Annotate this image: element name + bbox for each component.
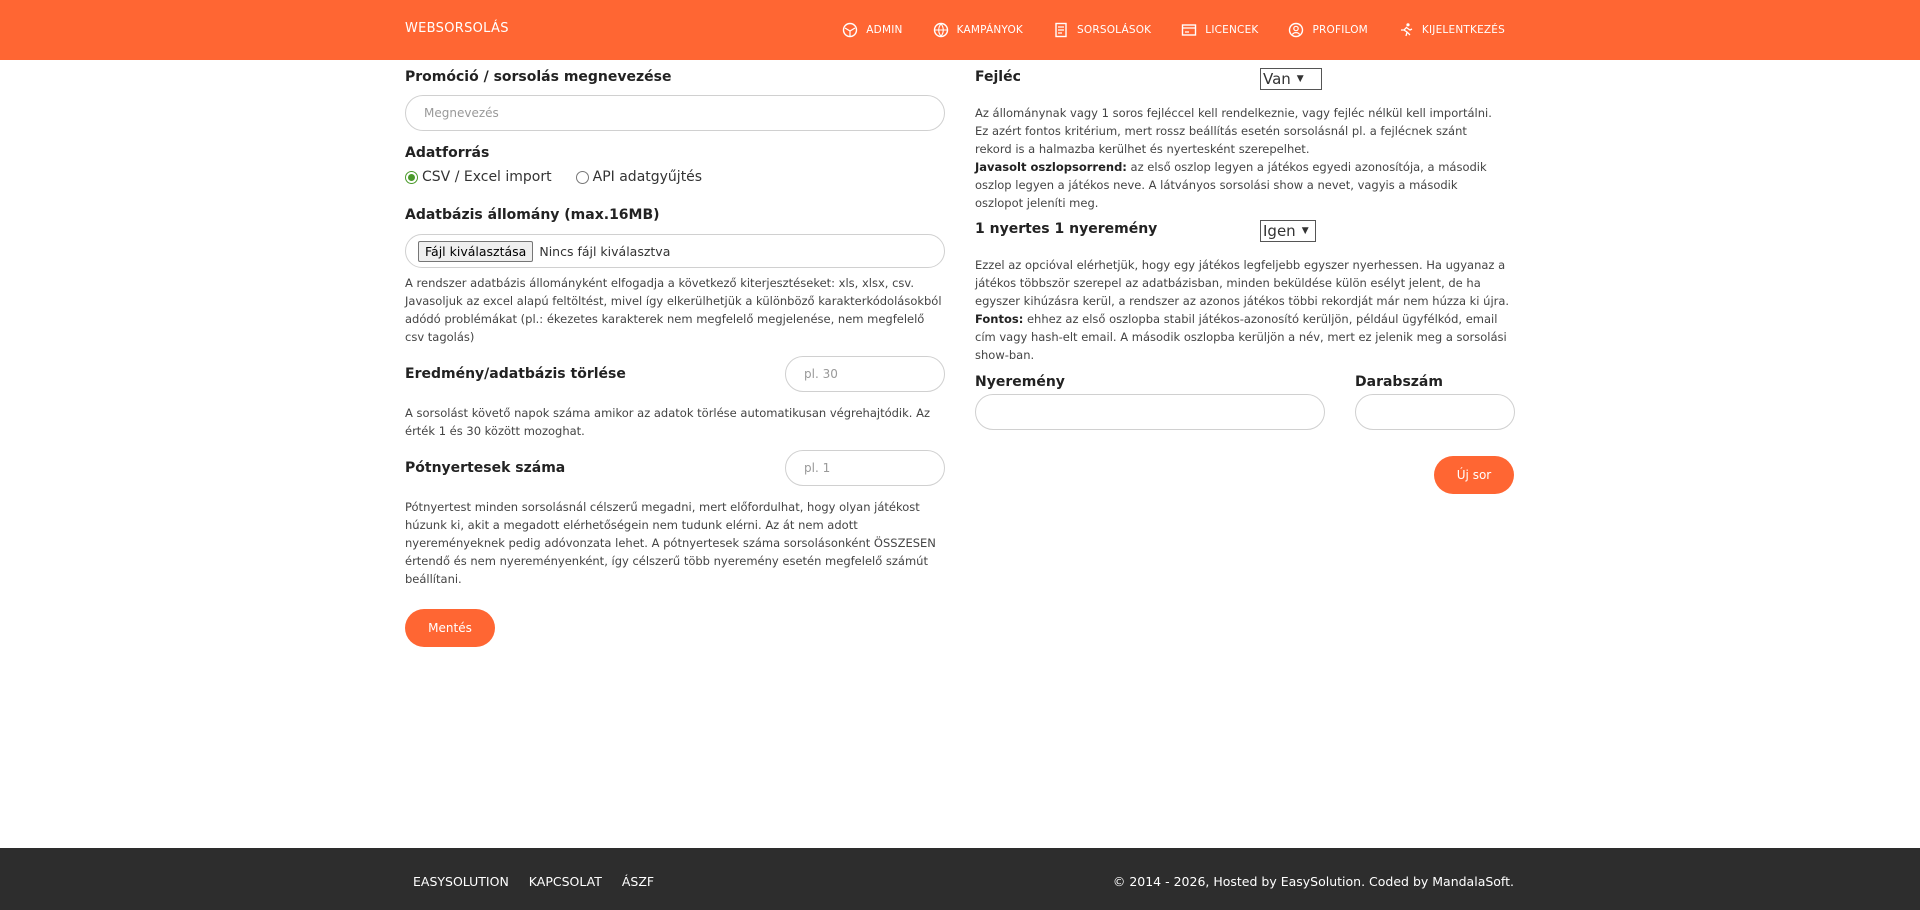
data-source-options <box>405 169 945 185</box>
prize-row <box>975 374 1515 494</box>
radio-api[interactable] <box>576 171 589 184</box>
nav-item-logout[interactable] <box>1398 22 1505 38</box>
one-winner-label: 1 nyertes 1 nyeremény <box>975 221 1158 237</box>
nav-item-profile[interactable] <box>1288 22 1367 38</box>
db-file-help: A rendszer adatbázis állományként elfogadja a következő kiterjesztéseket: xls, xlsx, csv. Javasoljuk az excel alapú feltöltést, mivel így elkerülhetjük a különböző karakterkódolásokból adódó problémákat (pl.: ékezetes karakterek nem megfelelő megjelenése, nem megfelelő csv tagolás) <box>405 276 942 344</box>
nav-label-admin: ADMIN <box>866 24 903 36</box>
delete-days-row <box>405 356 945 392</box>
nav-label-campaigns: KAMPÁNYOK <box>956 24 1024 36</box>
count-label: Darabszám <box>1355 374 1443 390</box>
header-setting-row <box>975 68 1515 96</box>
promo-name-input[interactable] <box>405 95 945 131</box>
promo-name-label: Promóció / sorsolás megnevezése <box>405 69 672 85</box>
reserve-winners-row <box>405 450 945 486</box>
nav-label-logout: KIJELENTKEZÉS <box>1421 24 1505 36</box>
nav-label-licenses: LICENCEK <box>1205 24 1259 36</box>
data-source-label: Adatforrás <box>405 145 490 161</box>
footer-link-easysolution[interactable]: EASYSOLUTION <box>413 874 509 889</box>
admin-icon <box>842 22 858 38</box>
header-select-value: Van <box>1263 70 1291 88</box>
campaigns-icon <box>933 22 949 38</box>
header-help-text: Az állománynak vagy 1 soros fejléccel kell rendelkeznie, vagy fejléc nélkül kell importálni. Ez azért fontos kritérium, mert rossz beállítás esetén sorsolásnál pl. a fejlécnek szánt rekord is a halmazba kerülhet és nyertesként szerepelhet. <box>975 106 1492 156</box>
one-winner-help <box>975 256 1510 364</box>
save-button[interactable]: Mentés <box>405 609 495 647</box>
chevron-down-icon: ▼ <box>1296 74 1304 84</box>
count-input[interactable] <box>1355 394 1515 430</box>
important-label: Fontos: <box>975 312 1024 326</box>
profile-icon <box>1288 22 1304 38</box>
nav-label-draws: SORSOLÁSOK <box>1077 24 1152 36</box>
one-winner-select[interactable] <box>1260 220 1316 242</box>
chevron-down-icon: ▼ <box>1301 226 1309 236</box>
draws-icon <box>1053 22 1069 38</box>
one-winner-help-text: Ezzel az opcióval elérhetjük, hogy egy játékos legfeljebb egyszer nyerhessen. Ha ugyanaz a játékos többször szerepel az adatbázisban, minden beküldése külön esélyt jelent, de ha egyszer kihúzásra kerül, a rendszer az azonos játékos többi rekordját már nem húzza ki újra. <box>975 258 1510 308</box>
new-row-button[interactable]: Új sor <box>1434 456 1514 494</box>
footer-link-terms[interactable]: ÁSZF <box>621 874 655 889</box>
delete-days-help: A sorsolást követő napok száma amikor az adatok törlése automatikusan végrehajtódik. Az érték 1 és 30 között mozoghat. <box>405 406 930 438</box>
brand-logo[interactable]: WEBSORSOLÁS <box>405 21 509 36</box>
delete-days-label: Eredmény/adatbázis törlése <box>405 366 626 382</box>
main-nav <box>812 0 1505 60</box>
logout-icon <box>1398 22 1414 38</box>
copyright-text: © 2014 - 2026, Hosted by EasySolution. Coded by MandalaSoft. <box>1112 874 1514 889</box>
right-form-column <box>975 60 1515 494</box>
nav-item-licenses[interactable] <box>1181 22 1258 38</box>
nav-item-admin[interactable] <box>842 22 902 38</box>
header-help <box>975 104 1505 212</box>
header-select[interactable] <box>1260 68 1322 90</box>
footer <box>0 848 1920 910</box>
nav-item-draws[interactable] <box>1053 22 1151 38</box>
reserve-winners-label: Pótnyertesek száma <box>405 460 566 476</box>
radio-csv-excel[interactable] <box>405 171 418 184</box>
footer-links <box>413 874 674 889</box>
nav-label-profile: PROFILOM <box>1312 24 1368 36</box>
one-winner-row <box>975 220 1515 248</box>
footer-link-contact[interactable]: KAPCSOLAT <box>528 874 602 889</box>
prize-input[interactable] <box>975 394 1325 430</box>
choose-file-button[interactable]: Fájl kiválasztása <box>418 241 533 262</box>
header-setting-label: Fejléc <box>975 69 1021 85</box>
top-navbar <box>0 0 1920 60</box>
one-winner-select-value: Igen <box>1263 222 1296 240</box>
delete-days-input[interactable] <box>785 356 945 392</box>
important-text: ehhez az első oszlopba stabil játékos-azonosító kerüljön, például ügyfélkód, email cím vagy hash-elt email. A második oszlopba kerüljön a név, mert ez jelenik meg a sorsolási show-ban. <box>975 312 1507 362</box>
left-form-column <box>405 60 945 647</box>
reserve-winners-input[interactable] <box>785 450 945 486</box>
column-order-text: az első oszlop legyen a játékos egyedi azonosítója, a második oszlop legyen a játékos neve. A látványos sorsolási show a nevet, vagyis a második oszlopot jeleníti meg. <box>975 160 1487 210</box>
file-status: Nincs fájl kiválasztva <box>539 243 671 259</box>
radio-csv-excel-label[interactable]: CSV / Excel import <box>422 169 552 185</box>
column-order-label: Javasolt oszlopsorrend: <box>975 160 1127 174</box>
reserve-winners-help: Pótnyertest minden sorsolásnál célszerű megadni, mert előfordulhat, hogy olyan játékost húzunk ki, akit a megadott elérhetőségein nem tudunk elérni. Az át nem adott nyereményeknek pedig adóvonzata lehet. A pótnyertesek száma sorsolásonként ÖSSZESEN értendő és nem nyereményenként, így célszerű több nyeremény esetén megfelelő számút beállítani. <box>405 500 936 586</box>
file-upload-field[interactable] <box>405 234 945 268</box>
prize-label: Nyeremény <box>975 374 1065 390</box>
license-icon <box>1181 22 1197 38</box>
radio-api-label[interactable]: API adatgyűjtés <box>592 169 703 185</box>
nav-item-campaigns[interactable] <box>933 22 1023 38</box>
db-file-label: Adatbázis állomány (max.16MB) <box>405 207 660 223</box>
